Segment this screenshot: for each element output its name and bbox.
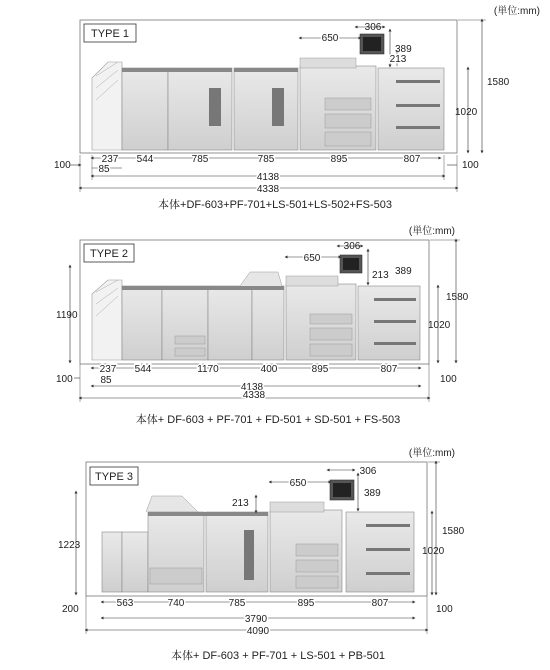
dim-650-t3: 650 bbox=[289, 478, 307, 489]
dim-module-2-t2: 1170 bbox=[197, 364, 219, 375]
dim-module-5: 807 bbox=[403, 154, 421, 165]
unit-note-2: (単位:mm) bbox=[408, 226, 455, 237]
type-2-label: TYPE 2 bbox=[90, 248, 128, 260]
dim-total-inner: 4138 bbox=[256, 172, 280, 183]
dim-module-4-t3: 895 bbox=[297, 598, 315, 609]
dim-module-4-t2: 895 bbox=[311, 364, 329, 375]
dim-213-t3: 213 bbox=[232, 498, 249, 509]
dim-650: 650 bbox=[321, 33, 339, 44]
dim-module-2-t3: 740 bbox=[167, 598, 185, 609]
type-1-label: TYPE 1 bbox=[91, 28, 129, 40]
dim-1020-t2: 1020 bbox=[428, 320, 451, 331]
type-3-label: TYPE 3 bbox=[95, 471, 133, 483]
dim-306: 306 bbox=[364, 22, 382, 33]
dim-total-outer-t3: 4090 bbox=[246, 626, 270, 637]
dim-total-inner-t3: 3790 bbox=[244, 614, 268, 625]
dim-module-5-t3: 807 bbox=[371, 598, 389, 609]
dim-module-2: 785 bbox=[191, 154, 209, 165]
dim-module-1-t3: 563 bbox=[116, 598, 134, 609]
dim-85: 85 bbox=[98, 164, 110, 175]
dim-389: 389 bbox=[395, 44, 412, 55]
type-2-section bbox=[56, 224, 469, 426]
dim-total-outer-t2: 4338 bbox=[242, 390, 266, 401]
dim-237-t2: 237 bbox=[99, 364, 117, 375]
type-2-caption: 本体+ DF-603 + PF-701 + FD-501 + SD-501 + FS-503 bbox=[135, 414, 401, 426]
dim-module-3-t3: 785 bbox=[228, 598, 246, 609]
dim-module-1: 544 bbox=[136, 154, 154, 165]
dim-module-1-t2: 544 bbox=[134, 364, 152, 375]
dim-1020-t3: 1020 bbox=[422, 546, 445, 557]
dim-1580: 1580 bbox=[487, 77, 510, 88]
unit-note-3: (単位:mm) bbox=[408, 448, 455, 459]
type-3-caption: 本体+ DF-603 + PF-701 + LS-501 + PB-501 bbox=[170, 650, 386, 662]
dim-389-t3: 389 bbox=[364, 488, 381, 499]
dim-389-t2: 389 bbox=[395, 266, 412, 277]
dim-100-left: 100 bbox=[54, 160, 71, 171]
type-3-section bbox=[58, 446, 465, 662]
dim-306-t2: 306 bbox=[343, 241, 361, 252]
dim-1223: 1223 bbox=[58, 540, 81, 551]
unit-note: (単位:mm) bbox=[493, 6, 540, 17]
dim-module-3-t2: 400 bbox=[260, 364, 278, 375]
dim-1580-t3: 1580 bbox=[442, 526, 465, 537]
dim-1190: 1190 bbox=[56, 310, 78, 321]
dim-100-right: 100 bbox=[462, 160, 479, 171]
type-1-caption: 本体+DF-603+PF-701+LS-501+LS-502+FS-503 bbox=[158, 199, 392, 211]
type-1-section bbox=[54, 4, 540, 211]
dim-1580-t2: 1580 bbox=[446, 292, 469, 303]
dim-total-outer: 4338 bbox=[256, 184, 280, 195]
dim-100-left-t2: 100 bbox=[56, 374, 73, 385]
dim-85-t2: 85 bbox=[100, 375, 112, 386]
dim-total-inner-t2: 4138 bbox=[240, 382, 264, 393]
dim-200-left-t3: 200 bbox=[62, 604, 79, 615]
dim-1020: 1020 bbox=[455, 107, 478, 118]
dim-237: 237 bbox=[101, 154, 119, 165]
dim-100-right-t2: 100 bbox=[440, 374, 457, 385]
dim-100-right-t3: 100 bbox=[436, 604, 453, 615]
dim-module-4: 895 bbox=[330, 154, 348, 165]
dim-module-3: 785 bbox=[257, 154, 275, 165]
dim-213-t2: 213 bbox=[372, 270, 389, 281]
dim-650-t2: 650 bbox=[303, 253, 321, 264]
dim-213: 213 bbox=[389, 54, 407, 65]
dim-module-5-t2: 807 bbox=[380, 364, 398, 375]
dim-306-t3: 306 bbox=[359, 466, 377, 477]
